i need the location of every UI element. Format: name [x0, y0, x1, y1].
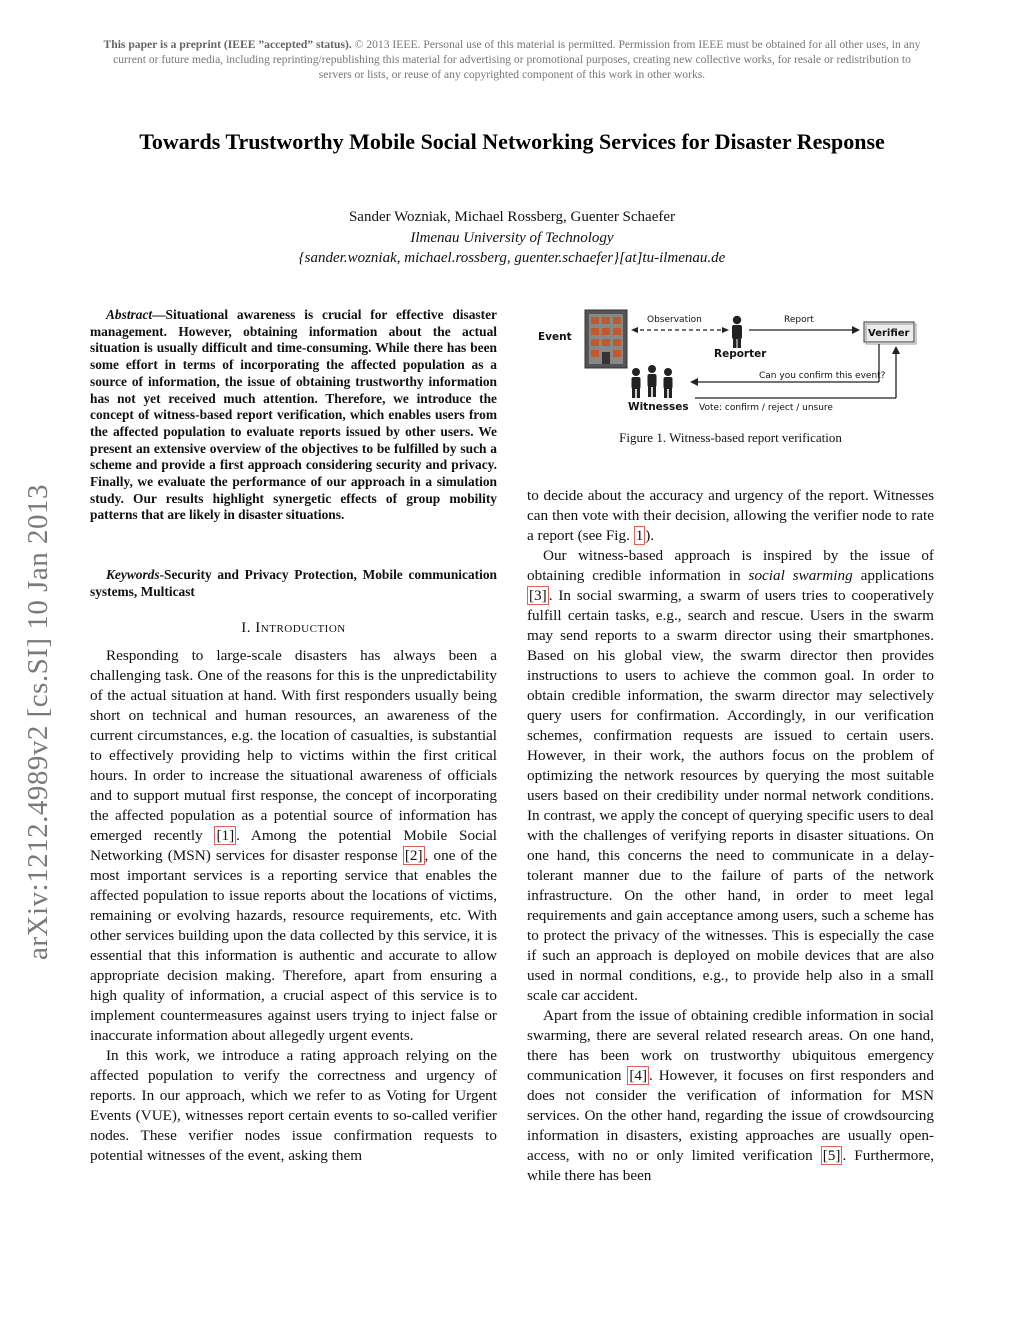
citation-link[interactable]: [2]: [404, 847, 423, 864]
keywords-text: -Security and Privacy Protection, Mobile communication systems, Multicast: [90, 567, 497, 599]
authors: Sander Wozniak, Michael Rossberg, Guenter Schaefer: [348, 209, 676, 225]
observation-label: Observation: [647, 315, 702, 325]
keywords: [90, 567, 497, 600]
left-column-body: [90, 646, 497, 1166]
text-run: to decide about the accuracy and urgency of the report. Witnesses can then vote with their decision, allowing the verifier node to rate a report (see Fig.: [527, 487, 934, 544]
citation-link[interactable]: [5]: [822, 1147, 841, 1164]
citation-link[interactable]: [4]: [629, 1067, 648, 1084]
figure-1: [527, 300, 934, 425]
text-run: . Among the potential Mobile Social Networking (MSN) services for disaster response: [90, 827, 497, 864]
vote-label: Vote: confirm / reject / unsure: [699, 403, 833, 413]
right-paragraph-3: [527, 1006, 934, 1186]
confirm-question-label: Can you confirm this event?: [759, 371, 886, 381]
text-run: applications: [852, 567, 935, 584]
right-column-body: [527, 486, 934, 1186]
text-run: . However, it focuses on first responders and does not consider the verification of information for MSN services. On the other hand, regarding the issue of crowdsourcing information in disasters, existing approaches are usually open-access, with no or only limited verification: [527, 1067, 934, 1164]
event-label: Event: [538, 331, 572, 343]
right-paragraph-1: [527, 486, 934, 546]
copyright-notice: [100, 37, 924, 82]
affiliation: Ilmenau University of Technology: [410, 230, 614, 246]
figure-caption: Figure 1. Witness-based report verification: [619, 430, 842, 445]
author-emails: {sander.wozniak, michael.rossberg, guenter.schaefer}[at]tu-ilmenau.de: [298, 250, 726, 266]
right-paragraph-2: [527, 546, 934, 1006]
text-run: Our witness-based approach is inspired by the issue of obtaining credible information in: [527, 547, 934, 584]
keywords-lead: Keywords: [106, 567, 160, 582]
section-number: I.: [241, 620, 252, 636]
citation-link[interactable]: [1]: [216, 827, 235, 844]
witnesses-label: Witnesses: [628, 401, 689, 413]
text-run: ).: [645, 527, 655, 544]
citation-link[interactable]: [3]: [529, 587, 547, 604]
verifier-label: Verifier: [868, 328, 910, 339]
building-icon: [585, 310, 627, 368]
section-heading: [90, 620, 497, 637]
report-label: Report: [784, 315, 814, 325]
text-run: Apart from the issue of obtaining credible information in social swarming, there are several related research areas. On one hand, there has been work on trustworthy ubiquitous emergency communication: [527, 1007, 934, 1084]
paper-title: Towards Trustworthy Mobile Social Networking Services for Disaster Response: [139, 129, 885, 154]
text-run: . Furthermore, while there has been: [527, 1147, 935, 1184]
figure-ref-link[interactable]: 1: [635, 527, 644, 544]
intro-paragraph-1: [90, 646, 497, 1046]
reporter-label: Reporter: [714, 348, 767, 360]
notice-rest: © 2013 IEEE. Personal use of this material is permitted. Permission from IEEE must be obtained for all other uses, in any current or future media, including reprinting/republishing this material for advertising or promotional purposes, creating new collective works, for resale or redistribution to servers or lists, or reuse of any copyrighted component of this work in other works.: [113, 38, 921, 81]
abstract-text: —Situational awareness is crucial for effective disaster management. However, obtaining information about the actual situation is usually difficult and time-consuming. While there has been some effort in terms of incorporating the affected population as a source of information, the issue of obtaining trustworthy information has not yet received much attention. Therefore, we introduce the concept of witness-based report verification, which enables users from the affected population to evaluate reports issued by other users. We present an extensive overview of the objectives to be fulfilled by such a scheme and provide a first approach considering security and privacy. Finally, we evaluate the performance of our approach in a simulation study. Our results highlight synergetic effects of group mobility patterns that are likely in disaster situations.: [90, 307, 497, 523]
text-run: . In social swarming, a swarm of users tries to cooperatively fulfill certain tasks, e.g., search and rescue. Users in the swarm may send reports to a swarm director using their smartphones. Based on his global view, the swarm director then provides instructions to users to achieve the common goal. In order to obtain credible information, the swarm director may selectively query users for confirmation. Accordingly, in our verification schemes, confirmation requests are issued to certain users. However, in their work, the authors focus on the problem of optimizing the network resources by querying the most suitable users based on their credibility under normal network conditions. In contrast, we apply the concept of querying specific users to deal with the challenges of verifying reports in disaster situations. On one hand, this concerns the need to communicate in a delay-tolerant manner due to the failure of parts of the network infrastructure. On the other hand, in order to meet legal requirements and gain acceptance among users, such a scheme has to protect the privacy of the witnesses. This is especially the case if such an approach is deployed on mobile devices that are also used in normal conditions, e.g., to provide help also in a small scale car accident.: [527, 587, 934, 1004]
witnesses-group-icon: [632, 365, 673, 398]
text-run: Responding to large-scale disasters has always been a challenging task. One of the reasons for this is the unpredictability of the actual situation at hand. With first responders usually being short on technical and human resources, an awareness of the current circumstances, e.g. the location of casualties, is substantial to effectively providing help to victims within the first critical hours. In order to increase the situational awareness of officials and to support mutual first response, the concept of incorporating the affected population as a potential source of information has emerged recently: [90, 647, 497, 844]
text-run: , one of the most important services is a reporting service that enables the affected population to issue reports about the locations of victims, remaining or evolving hazards, resource requirements, etc. With other services building upon the data collected by this service, it is essential that this information is authentic and accurate to allow appropriate decision making. Therefore, apart from ensuring a high quality of information, a crucial aspect of this service is to implement countermeasures against users trying to inject false or inaccurate information about allegedly urgent events.: [90, 847, 497, 1044]
witness-verification-diagram: [527, 300, 934, 425]
emphasis: social swarming: [748, 567, 853, 584]
notice-bold: This paper is a preprint (IEEE ”accepted” status).: [103, 38, 352, 51]
abstract: [90, 307, 497, 524]
abstract-lead: Abstract: [106, 307, 153, 322]
reporter-person-icon: [732, 316, 742, 348]
intro-paragraph-2: In this work, we introduce a rating approach relying on the affected population to verify the correctness and urgency of reports. In our approach, which we refer to as Voting for Urgent Events (VUE), witnesses report certain events to so-called verifier nodes. These verifier nodes issue confirmation requests to potential witnesses of the event, asking them: [90, 1047, 497, 1164]
section-title: Introduction: [255, 620, 346, 636]
arxiv-stamp: arXiv:1212.4989v2 [cs.SI] 10 Jan 2013: [22, 483, 54, 960]
